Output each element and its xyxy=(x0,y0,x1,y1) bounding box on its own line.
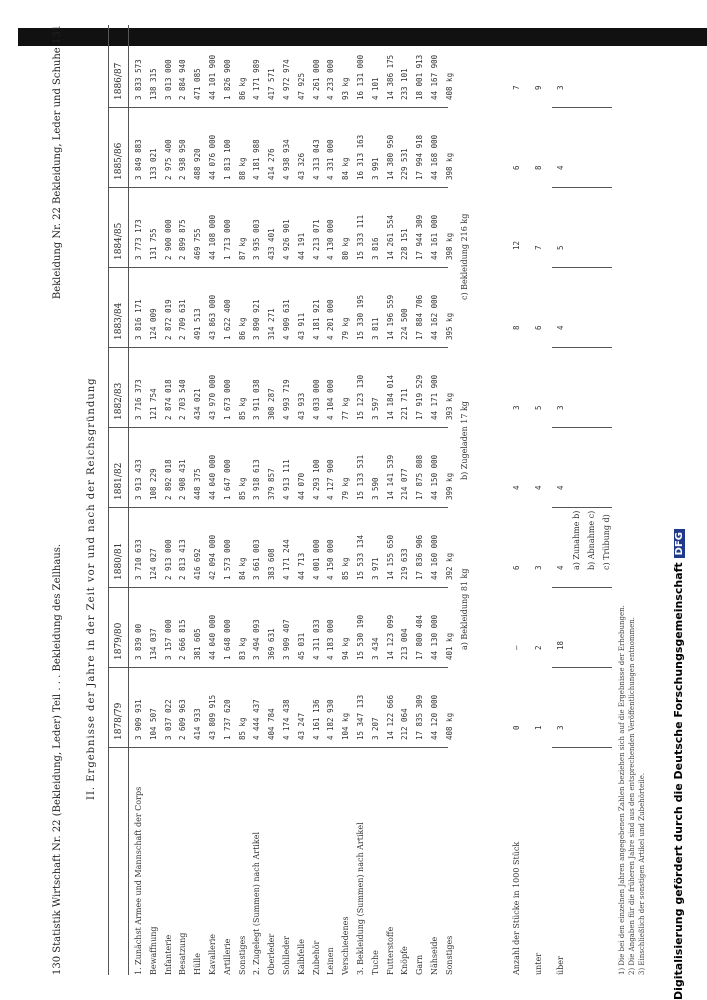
row-label: Garn xyxy=(415,954,425,975)
table-cell: 124 027 xyxy=(148,548,158,580)
table-cell: 1 648 000 xyxy=(222,619,232,660)
row-label: Infanterie xyxy=(163,934,173,975)
table-cell: 44 101 900 xyxy=(208,54,217,100)
lower-cell: 5 xyxy=(556,245,565,250)
table-cell: 44 160 000 xyxy=(430,534,439,580)
lower-cell: 18 xyxy=(556,640,565,650)
table-cell: 414 276 xyxy=(267,148,277,180)
lower-cell: 3 xyxy=(512,405,521,410)
table-cell: 2 900 000 xyxy=(163,219,173,260)
table-cell: 4 993 719 xyxy=(282,379,291,420)
row-label: 2. Zugelegt (Summen) nach Artikel xyxy=(252,831,262,975)
table-cell: 79 kg xyxy=(341,317,351,340)
table-cell: 2 703 540 xyxy=(178,379,188,420)
row-label: Verschiedenes xyxy=(341,916,351,975)
table-cell: 44 168 000 xyxy=(430,134,439,180)
column-header: 1884/85 xyxy=(114,222,124,260)
table-cell: 17 919 529 xyxy=(415,374,425,420)
row-label: Hülle xyxy=(193,953,203,975)
lower-cell: 3 xyxy=(556,85,565,90)
table-cell: 2 899 875 xyxy=(178,219,188,260)
table-cell: 4 182 930 xyxy=(326,699,336,740)
lower-cell: 6 xyxy=(512,165,521,170)
table-cell: 221 711 xyxy=(400,388,410,420)
lower-divider xyxy=(552,587,612,588)
table-cell: 219 633 xyxy=(400,548,410,580)
table-cell: 4 213 071 xyxy=(311,219,321,260)
table-cell: 4 311 033 xyxy=(311,619,321,660)
table-cell: 4 127 900 xyxy=(326,459,336,500)
table-cell: 83 kg xyxy=(237,637,247,660)
column-header: 1881/82 xyxy=(114,462,124,500)
table-cell: 214 077 xyxy=(400,468,410,500)
table-cell: 134 037 xyxy=(148,628,158,660)
table-cell: 85 kg xyxy=(237,477,247,500)
table-cell: 14 196 559 xyxy=(385,294,395,340)
table-cell: 4 033 000 xyxy=(311,379,321,420)
table-cell: 434 021 xyxy=(193,388,203,420)
table-cell: 4 972 974 xyxy=(282,59,291,100)
table-cell: 93 kg xyxy=(341,77,351,100)
table-cell: 3 157 000 xyxy=(163,619,173,660)
lower-cell: 7 xyxy=(512,85,521,90)
lower-cell: 4 xyxy=(556,165,565,170)
table-cell: 491 513 xyxy=(193,308,203,340)
table-cell: 4 101 xyxy=(370,77,380,100)
table-cell: 85 kg xyxy=(237,717,247,740)
table-cell: 85 kg xyxy=(341,557,351,580)
table-cell: 3 494 093 xyxy=(252,619,262,660)
table-cell: 4 444 437 xyxy=(252,699,262,740)
table-cell: 3 890 921 xyxy=(252,299,262,340)
table-cell: 104 kg xyxy=(341,712,351,740)
table-cell: 2 709 631 xyxy=(178,299,188,340)
table-cell: 404 784 xyxy=(267,708,277,740)
column-divider xyxy=(108,347,448,348)
row-label: Kalbfelle xyxy=(296,939,306,975)
table-cell: 104 507 xyxy=(148,708,158,740)
table-cell: 14 122 666 xyxy=(385,694,395,740)
table-cell: 42 094 000 xyxy=(208,534,217,580)
table-cell: 15 123 130 xyxy=(356,374,365,420)
lower-divider xyxy=(552,187,612,188)
table-cell: 229 531 xyxy=(400,148,410,180)
column-header: 1883/84 xyxy=(114,302,124,340)
table-cell: 121 754 xyxy=(148,388,158,420)
table-cell: 85 kg xyxy=(237,397,247,420)
lower-cell: 3 xyxy=(556,405,565,410)
lower-divider xyxy=(552,267,612,268)
table-cell: 15 347 133 xyxy=(356,694,365,740)
row-label: Sonstiges xyxy=(237,935,247,975)
lower-cell: 4 xyxy=(556,565,565,570)
table-cell: 3 811 xyxy=(370,317,380,340)
table-cell: 17 884 706 xyxy=(415,294,425,340)
row-label: Leinen xyxy=(326,947,336,975)
row-label: Futterstoffe xyxy=(385,926,395,975)
column-divider xyxy=(108,187,448,188)
column-header: 1882/83 xyxy=(114,382,124,420)
lower-cell: 3 xyxy=(556,725,565,730)
table-cell: 4 181 921 xyxy=(311,299,321,340)
table-cell: 398 kg xyxy=(444,232,454,260)
table-cell: 4 181 988 xyxy=(252,139,262,180)
table-cell: 471 085 xyxy=(193,68,203,100)
table-cell: 79 kg xyxy=(341,477,351,500)
table-cell: 3 909 931 xyxy=(134,699,143,740)
header-top-rule xyxy=(108,25,109,975)
lower-label-c: c) Trübung d) xyxy=(602,514,611,570)
table-cell: 2 609 963 xyxy=(178,699,188,740)
lower-cell: — xyxy=(512,645,521,650)
row-label: Bewaffnung xyxy=(148,926,158,975)
table-cell: 4 331 000 xyxy=(326,139,336,180)
table-cell: 14 184 014 xyxy=(385,374,395,420)
table-cell: 4 261 000 xyxy=(311,59,321,100)
table-cell: 314 271 xyxy=(267,308,277,340)
row-label: 3. Bekleidung (Summen) nach Artikel xyxy=(356,822,365,975)
table-cell: 2 938 950 xyxy=(178,139,188,180)
row-label: Zubehör xyxy=(311,940,321,975)
table-cell: 399 kg xyxy=(444,472,454,500)
page-header-left: 130 Statistik Wirtschaft Nr. 22 (Bekleidung, Leder) Teil . . . Bekleidung des Zellhaus. xyxy=(52,543,63,975)
table-cell: 308 287 xyxy=(267,388,277,420)
table-cell: 379 857 xyxy=(267,468,277,500)
table-cell: 2 975 400 xyxy=(163,139,173,180)
table-cell: 395 kg xyxy=(444,312,454,340)
dfg-logo: DFG xyxy=(674,529,685,558)
row-label: Tuche xyxy=(370,950,380,975)
table-cell: 44 171 900 xyxy=(430,374,439,420)
table-cell: 228 151 xyxy=(400,228,410,260)
table-cell: 448 375 xyxy=(193,468,203,500)
table-cell: 80 kg xyxy=(341,237,351,260)
table-cell: 414 933 xyxy=(193,708,203,740)
table-cell: 3 816 xyxy=(370,237,380,260)
header-bottom-rule xyxy=(128,25,129,975)
column-header: 1879/80 xyxy=(114,622,124,660)
table-cell: 1 826 900 xyxy=(222,59,232,100)
lower-divider xyxy=(552,107,612,108)
table-cell: 1 573 000 xyxy=(222,539,232,580)
table-cell: 44 070 xyxy=(296,472,306,500)
lower-divider xyxy=(552,747,612,748)
row-label: Besatzung xyxy=(178,932,188,975)
table-cell: 4 001 000 xyxy=(311,539,321,580)
table-cell: 2 666 815 xyxy=(178,619,188,660)
table-cell: 3 935 003 xyxy=(252,219,262,260)
table-cell: 3 971 xyxy=(370,557,380,580)
table-cell: 416 692 xyxy=(193,548,203,580)
column-header: 1886/87 xyxy=(114,62,124,100)
table-cell: 3 849 883 xyxy=(134,139,143,180)
table-cell: 133 021 xyxy=(148,148,158,180)
table-cell: 44 130 000 xyxy=(430,614,439,660)
table-cell: 44 040 000 xyxy=(208,454,217,500)
row-label: Sonstiges xyxy=(444,935,454,975)
table-cell: 3 434 xyxy=(370,637,380,660)
footnote-1: 1) Die bei den einzelnen Jahren angegebenen Zahlen beziehen sich auf die Ergebnisse der Erhebungen. xyxy=(618,605,626,975)
table-cell: 17 875 808 xyxy=(415,454,425,500)
table-cell: 3 911 038 xyxy=(252,379,262,420)
table-cell: 43 326 xyxy=(296,152,306,180)
table-cell: 469 755 xyxy=(193,228,203,260)
lower-divider xyxy=(552,347,612,348)
table-cell: 77 kg xyxy=(341,397,351,420)
table-cell: 3 590 xyxy=(370,477,380,500)
table-cell: 108 229 xyxy=(148,468,158,500)
table-cell: 3 710 633 xyxy=(134,539,143,580)
table-cell: 3 909 407 xyxy=(282,619,291,660)
table-cell: 1 813 100 xyxy=(222,139,232,180)
table-cell: 86 kg xyxy=(237,317,247,340)
table-cell: 15 530 190 xyxy=(356,614,365,660)
table-cell: 381 605 xyxy=(193,628,203,660)
lower-cell: 2 xyxy=(534,645,543,650)
table-cell: 3 918 613 xyxy=(252,459,262,500)
table-cell: 3 037 022 xyxy=(163,699,173,740)
table-cell: 86 kg xyxy=(237,77,247,100)
rotated-table-page xyxy=(52,0,652,1000)
row-label: Artillerie xyxy=(222,938,232,975)
column-divider xyxy=(108,267,448,268)
lower-cell: 4 xyxy=(534,485,543,490)
table-cell: 17 800 404 xyxy=(415,614,425,660)
table-cell: 3 207 xyxy=(370,717,380,740)
table-cell: 14 261 554 xyxy=(385,214,395,260)
table-cell: 3 991 xyxy=(370,157,380,180)
table-cell: 17 994 918 xyxy=(415,134,425,180)
table-cell: 43 247 xyxy=(296,712,306,740)
table-cell: 1 737 620 xyxy=(222,699,232,740)
table-cell: 16 313 163 xyxy=(356,134,365,180)
table-cell: 224 500 xyxy=(400,308,410,340)
table-cell: 45 031 xyxy=(296,632,306,660)
row-label: Nähseide xyxy=(430,936,439,975)
table-cell: 43 911 xyxy=(296,312,306,340)
lower-cell: 6 xyxy=(534,325,543,330)
table-cell: 4 174 438 xyxy=(282,699,291,740)
table-cell: 4 313 043 xyxy=(311,139,321,180)
table-cell: 401 kg xyxy=(444,632,454,660)
row-label: Kavallerie xyxy=(208,933,217,975)
table-cell: 213 004 xyxy=(400,628,410,660)
lower-cell: 7 xyxy=(534,245,543,250)
footnote-2: 2) Die Angaben für die früheren Jahre sind aus den entsprechenden Veröffentlichungen entnommen. xyxy=(628,616,636,975)
column-divider xyxy=(108,427,448,428)
table-cell: 14 123 099 xyxy=(385,614,395,660)
table-cell: 233 101 xyxy=(400,68,410,100)
table-cell: 15 133 531 xyxy=(356,454,365,500)
page-header-right: Bekleidung Nr. 22 Bekleidung, Leder und Schuhe 131 xyxy=(52,25,63,300)
credit-text: Digitalisierung gefördert durch die Deutsche Forschungsgemeinschaft xyxy=(672,562,685,1000)
table-cell: 433 401 xyxy=(267,228,277,260)
lower-cell: 4 xyxy=(556,325,565,330)
subsection-b: b) Zugeladen 17 kg xyxy=(460,401,469,480)
row-label: Oberleder xyxy=(267,933,277,975)
table-cell: 44 150 000 xyxy=(430,454,439,500)
lower-cell: 12 xyxy=(512,240,521,250)
table-cell: 4 171 244 xyxy=(282,539,291,580)
table-cell: 3 773 173 xyxy=(134,219,143,260)
table-cell: 488 920 xyxy=(193,148,203,180)
lower-cell: 1 xyxy=(534,725,543,730)
table-cell: 3 597 xyxy=(370,397,380,420)
table-cell: 2 884 940 xyxy=(178,59,188,100)
column-divider xyxy=(108,667,448,668)
table-cell: 131 755 xyxy=(148,228,158,260)
table-cell: 14 386 175 xyxy=(385,54,395,100)
table-cell: 43 933 xyxy=(296,392,306,420)
table-cell: 417 571 xyxy=(267,68,277,100)
table-cell: 18 001 913 xyxy=(415,54,425,100)
table-cell: 1 647 000 xyxy=(222,459,232,500)
section-title: II. Ergebnisse der Jahre in der Zeit vor und nach der Reichsgründung xyxy=(86,377,97,800)
table-cell: 14 155 650 xyxy=(385,534,395,580)
table-cell: 44 162 000 xyxy=(430,294,439,340)
table-cell: 369 631 xyxy=(267,628,277,660)
column-header: 1885/86 xyxy=(114,142,124,180)
lower-divider xyxy=(552,667,612,668)
table-cell: 44 713 xyxy=(296,552,306,580)
table-cell: 3 839 00 xyxy=(134,623,143,660)
table-cell: 1 673 000 xyxy=(222,379,232,420)
table-cell: 3 833 573 xyxy=(134,59,143,100)
table-cell: 4 130 000 xyxy=(326,219,336,260)
table-cell: 4 201 000 xyxy=(326,299,336,340)
credit-line xyxy=(672,529,685,1000)
table-cell: 84 kg xyxy=(341,157,351,180)
table-cell: 43 863 000 xyxy=(208,294,217,340)
column-header: 1880/81 xyxy=(114,542,124,580)
column-divider xyxy=(108,587,448,588)
table-cell: 44 040 000 xyxy=(208,614,217,660)
row-label: Knöpfe xyxy=(400,946,410,975)
table-cell: 398 kg xyxy=(444,152,454,180)
table-cell: 3 816 171 xyxy=(134,299,143,340)
column-divider xyxy=(108,507,448,508)
table-cell: 1 622 400 xyxy=(222,299,232,340)
table-cell: 408 kg xyxy=(444,72,454,100)
table-cell: 4 293 100 xyxy=(311,459,321,500)
table-cell: 47 925 xyxy=(296,72,306,100)
table-cell: 3 716 373 xyxy=(134,379,143,420)
table-cell: 4 171 989 xyxy=(252,59,262,100)
table-cell: 4 926 901 xyxy=(282,219,291,260)
table-cell: 383 608 xyxy=(267,548,277,580)
table-cell: 16 131 000 xyxy=(356,54,365,100)
lower-label-b: b) Abnahme c) xyxy=(587,510,596,570)
table-cell: 14 380 950 xyxy=(385,134,395,180)
column-divider xyxy=(108,107,448,108)
table-cell: 43 809 915 xyxy=(208,694,217,740)
lower-cell: 4 xyxy=(512,485,521,490)
table-cell: 44 108 000 xyxy=(208,214,217,260)
table-cell: 44 120 000 xyxy=(430,694,439,740)
row-label: 1. Zunächst Armee und Mannschaft der Corps xyxy=(134,786,143,975)
table-cell: 392 kg xyxy=(444,552,454,580)
lower-cell: 4 xyxy=(556,485,565,490)
table-cell: 43 970 000 xyxy=(208,374,217,420)
column-divider xyxy=(108,747,448,748)
table-cell: 4 150 000 xyxy=(326,539,336,580)
lower-divider xyxy=(552,507,612,508)
lower-cell: 0 xyxy=(512,725,521,730)
table-cell: 4 161 136 xyxy=(311,699,321,740)
lower-cell: 9 xyxy=(534,85,543,90)
table-cell: 94 kg xyxy=(341,637,351,660)
lower-cell: 6 xyxy=(512,565,521,570)
table-cell: 3 013 000 xyxy=(163,59,173,100)
table-cell: 15 330 195 xyxy=(356,294,365,340)
row-label: Sohlleder xyxy=(282,936,291,975)
table-cell: 2 908 431 xyxy=(178,459,188,500)
table-cell: 15 333 111 xyxy=(356,214,365,260)
lower-row-label: unter xyxy=(534,952,543,975)
table-cell: 2 872 019 xyxy=(163,299,173,340)
lower-label-a: a) Zunahme b) xyxy=(572,510,581,570)
lower-divider xyxy=(552,427,612,428)
table-cell: 4 913 111 xyxy=(282,459,291,500)
table-cell: 14 141 539 xyxy=(385,454,395,500)
table-cell: 44 076 000 xyxy=(208,134,217,180)
table-cell: 2 874 018 xyxy=(163,379,173,420)
table-cell: 408 kg xyxy=(444,712,454,740)
lower-cell: 8 xyxy=(534,165,543,170)
lower-cell: 5 xyxy=(534,405,543,410)
lower-row-label: Anzahl der Stücke in 1000 Stück xyxy=(512,841,521,975)
table-cell: 4 909 631 xyxy=(282,299,291,340)
table-cell: 2 892 018 xyxy=(163,459,173,500)
table-cell: 88 kg xyxy=(237,157,247,180)
subsection-a: a) Bekleidung 81 kg xyxy=(460,568,469,650)
table-cell: 4 233 000 xyxy=(326,59,336,100)
lower-cell: 8 xyxy=(512,325,521,330)
table-cell: 212 064 xyxy=(400,708,410,740)
table-cell: 87 kg xyxy=(237,237,247,260)
table-cell: 84 kg xyxy=(237,557,247,580)
table-cell: 4 183 000 xyxy=(326,619,336,660)
table-cell: 15 533 134 xyxy=(356,534,365,580)
table-cell: 138 315 xyxy=(148,68,158,100)
subsection-c: c) Bekleidung 216 kg xyxy=(460,213,469,300)
lower-row-label: über xyxy=(556,956,565,975)
table-cell: 4 104 000 xyxy=(326,379,336,420)
table-cell: 44 191 xyxy=(296,232,306,260)
table-cell: 44 167 900 xyxy=(430,54,439,100)
lower-cell: 3 xyxy=(534,565,543,570)
table-cell: 2 813 413 xyxy=(178,539,188,580)
table-cell: 2 913 000 xyxy=(163,539,173,580)
table-cell: 3 661 003 xyxy=(252,539,262,580)
table-cell: 1 713 000 xyxy=(222,219,232,260)
table-cell: 124 009 xyxy=(148,308,158,340)
table-cell: 17 836 906 xyxy=(415,534,425,580)
table-cell: 44 161 000 xyxy=(430,214,439,260)
table-cell: 17 835 309 xyxy=(415,694,425,740)
table-cell: 4 938 934 xyxy=(282,139,291,180)
table-cell: 3 913 433 xyxy=(134,459,143,500)
column-header: 1878/79 xyxy=(114,702,124,740)
table-cell: 393 kg xyxy=(444,392,454,420)
footnote-3: 3) Einschließlich der sonstigen Artikel und Zubehörteile. xyxy=(638,772,646,975)
table-cell: 17 944 309 xyxy=(415,214,425,260)
